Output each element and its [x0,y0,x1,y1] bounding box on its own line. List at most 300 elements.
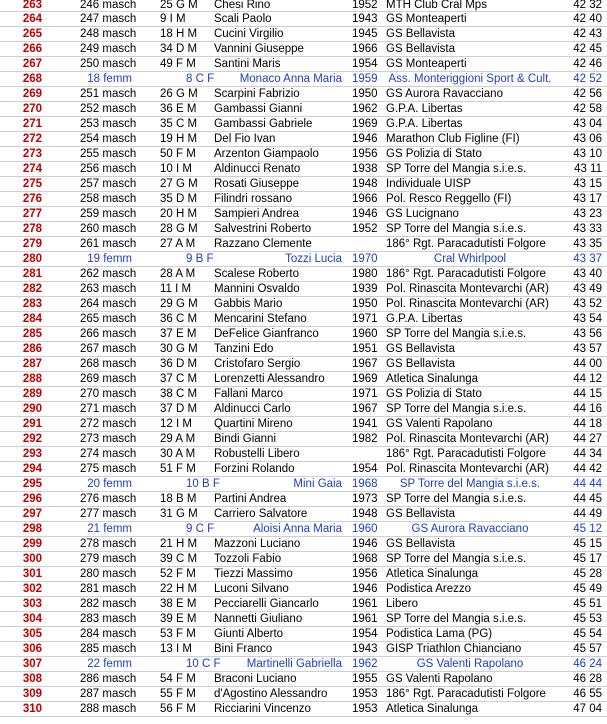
athlete-name-cell: Gambassi Gabriele [214,118,313,130]
finish-time-cell: 43 56 [573,328,602,340]
table-row [0,27,607,42]
athlete-name-cell: Bindi Gianni [214,433,277,445]
finish-time-cell: 42 58 [573,103,602,115]
finish-time-cell: 44 34 [573,448,602,460]
birth-year-cell: 1980 [352,268,378,280]
athlete-name-cell: Aloisi Anna Maria [253,523,342,535]
table-row [0,192,607,207]
category-rank-cell: 18 femm [87,73,132,85]
position-cell: 265 [22,28,42,40]
position-cell: 292 [22,433,42,445]
category-rank-cell: 261 masch [80,238,137,250]
table-row [0,552,607,567]
position-cell: 301 [22,568,42,580]
table-row [0,537,607,552]
table-row [0,447,607,462]
athlete-name-cell: Mannini Osvaldo [214,283,300,295]
birth-year-cell: 1961 [352,598,378,610]
athlete-name-cell: Fallani Marco [214,388,284,400]
category-rank-cell: 281 masch [80,583,137,595]
position-cell: 278 [22,223,42,235]
table-row [0,462,607,477]
birth-year-cell: 1948 [352,508,378,520]
athlete-name-cell: Pecciarelli Giancarlo [214,598,319,610]
table-row [0,297,607,312]
team-cell: Podistica Arezzo [386,583,472,595]
position-cell: 284 [22,313,42,325]
class-rank-cell: 29 A M [160,433,196,445]
table-row [0,222,607,237]
class-rank-cell: 36 C M [160,313,198,325]
finish-time-cell: 43 23 [573,208,602,220]
athlete-name-cell: Filindri rossano [214,193,292,205]
athlete-name-cell: Partini Andrea [214,493,287,505]
finish-time-cell: 45 54 [573,628,602,640]
class-rank-cell: 21 H M [160,538,198,550]
athlete-name-cell: Forzini Rolando [214,463,295,475]
table-row [0,0,607,12]
table-row [0,672,607,687]
position-cell: 308 [22,673,42,685]
position-cell: 285 [22,328,42,340]
athlete-name-cell: Luconi Silvano [214,583,289,595]
birth-year-cell: 1956 [352,148,378,160]
birth-year-cell: 1971 [352,313,378,325]
category-rank-cell: 21 femm [87,523,132,535]
category-rank-cell: 287 masch [80,688,137,700]
birth-year-cell: 1966 [352,43,378,55]
table-row [0,132,607,147]
team-cell: GS Bellavista [386,538,456,550]
table-row [0,492,607,507]
finish-time-cell: 43 40 [573,268,602,280]
category-rank-cell: 273 masch [80,433,137,445]
finish-time-cell: 44 12 [573,373,602,385]
class-rank-cell: 35 D M [160,193,198,205]
birth-year-cell: 1938 [352,163,378,175]
class-rank-cell: 54 F M [160,673,196,685]
team-cell: Libero [386,598,418,610]
team-cell: Individuale UISP [386,178,472,190]
athlete-name-cell: Lorenzetti Alessandro [214,373,325,385]
birth-year-cell: 1950 [352,88,378,100]
category-rank-cell: 247 masch [80,13,137,25]
team-cell: Ass. Monteriggioni Sport & Cult. [388,73,552,85]
finish-time-cell: 43 54 [573,313,602,325]
finish-time-cell: 44 45 [573,493,602,505]
athlete-name-cell: Sampieri Andrea [214,208,300,220]
team-cell: G.P.A. Libertas [386,118,463,130]
table-row-female [0,522,607,537]
team-cell: GS Aurora Ravacciano [411,523,529,535]
finish-time-cell: 42 52 [573,73,602,85]
class-rank-cell: 22 H M [160,583,198,595]
table-row [0,207,607,222]
class-rank-cell: 9 C F [186,523,215,535]
birth-year-cell: 1946 [352,538,378,550]
finish-time-cell: 45 53 [573,613,602,625]
athlete-name-cell: Giunti Alberto [214,628,284,640]
class-rank-cell: 31 G M [160,508,198,520]
category-rank-cell: 254 masch [80,133,137,145]
category-rank-cell: 255 masch [80,148,137,160]
position-cell: 279 [22,238,42,250]
position-cell: 306 [22,643,42,655]
position-cell: 296 [22,493,42,505]
finish-time-cell: 45 15 [573,538,602,550]
position-cell: 287 [22,358,42,370]
category-rank-cell: 283 masch [80,613,137,625]
category-rank-cell: 259 masch [80,208,137,220]
category-rank-cell: 277 masch [80,508,137,520]
birth-year-cell: 1961 [352,613,378,625]
birth-year-cell: 1959 [352,73,378,85]
team-cell: SP Torre del Mangia s.i.e.s. [386,613,527,625]
class-rank-cell: 29 G M [160,298,198,310]
table-row [0,267,607,282]
class-rank-cell: 10 B F [186,478,220,490]
class-rank-cell: 34 D M [160,43,198,55]
athlete-name-cell: Scali Paolo [214,13,272,25]
category-rank-cell: 249 masch [80,43,137,55]
class-rank-cell: 55 F M [160,688,196,700]
team-cell: GS Bellavista [386,28,456,40]
table-row [0,282,607,297]
finish-time-cell: 43 10 [573,148,602,160]
athlete-name-cell: Aldinucci Carlo [214,403,291,415]
category-rank-cell: 275 masch [80,463,137,475]
team-cell: Pol. Resco Reggello (FI) [386,193,512,205]
finish-time-cell: 42 32 [573,0,602,11]
position-cell: 295 [22,478,42,490]
category-rank-cell: 276 masch [80,493,137,505]
birth-year-cell: 1969 [352,118,378,130]
team-cell: GS Bellavista [386,43,456,55]
athlete-name-cell: DeFelice Gianfranco [214,328,319,340]
team-cell: SP Torre del Mangia s.i.e.s. [386,328,527,340]
team-cell: Pol. Rinascita Montevarchi (AR) [386,433,549,445]
athlete-name-cell: Gabbis Mario [214,298,283,310]
table-row [0,642,607,657]
table-row-female [0,252,607,267]
table-row [0,87,607,102]
position-cell: 275 [22,178,42,190]
finish-time-cell: 43 35 [573,238,602,250]
finish-time-cell: 45 49 [573,583,602,595]
finish-time-cell: 43 11 [574,163,602,175]
birth-year-cell: 1939 [352,283,378,295]
finish-time-cell: 45 17 [573,553,602,565]
category-rank-cell: 22 femm [87,658,132,670]
team-cell: GS Valenti Rapolano [386,673,493,685]
table-row [0,597,607,612]
category-rank-cell: 284 masch [80,628,137,640]
birth-year-cell: 1950 [352,298,378,310]
team-cell: MTH Club Cral Mps [386,0,487,11]
position-cell: 293 [22,448,42,460]
position-cell: 280 [22,253,42,265]
table-row [0,387,607,402]
finish-time-cell: 45 28 [573,568,602,580]
category-rank-cell: 256 masch [80,163,137,175]
finish-time-cell: 42 40 [573,13,602,25]
birth-year-cell: 1962 [352,103,378,115]
position-cell: 276 [22,193,42,205]
athlete-name-cell: Aldinucci Renato [214,163,301,175]
table-row [0,147,607,162]
table-row [0,357,607,372]
category-rank-cell: 264 masch [80,298,137,310]
class-rank-cell: 28 A M [160,268,196,280]
position-cell: 300 [22,553,42,565]
class-rank-cell: 30 A M [160,448,196,460]
birth-year-cell: 1956 [352,568,378,580]
class-rank-cell: 38 C M [160,388,198,400]
birth-year-cell: 1948 [352,178,378,190]
team-cell: GS Polizia di Stato [386,388,482,400]
team-cell: G.P.A. Libertas [386,103,463,115]
category-rank-cell: 246 masch [80,0,137,11]
class-rank-cell: 26 G M [160,88,198,100]
birth-year-cell: 1966 [352,193,378,205]
team-cell: GS Valenti Rapolano [416,658,524,670]
position-cell: 297 [22,508,42,520]
class-rank-cell: 9 I M [160,13,186,25]
birth-year-cell: 1953 [352,688,378,700]
athlete-name-cell: Carriero Salvatore [214,508,308,520]
team-cell: 186° Rgt. Paracadutisti Folgore [386,268,546,280]
class-rank-cell: 19 H M [160,133,198,145]
birth-year-cell: 1953 [352,703,378,715]
table-row [0,417,607,432]
birth-year-cell: 1951 [352,343,378,355]
athlete-name-cell: Tiezzi Massimo [214,568,293,580]
category-rank-cell: 258 masch [80,193,137,205]
class-rank-cell: 36 E M [160,103,197,115]
athlete-name-cell: Mazzoni Luciano [214,538,301,550]
team-cell: SP Torre del Mangia s.i.e.s. [386,223,527,235]
athlete-name-cell: Ricciarini Vincenzo [214,703,311,715]
position-cell: 267 [22,58,42,70]
class-rank-cell: 13 I M [160,643,192,655]
class-rank-cell: 56 F M [160,703,196,715]
category-rank-cell: 268 masch [80,358,137,370]
team-cell: 186° Rgt. Paracadutisti Folgore [386,238,546,250]
birth-year-cell: 1941 [352,418,378,430]
birth-year-cell: 1954 [352,58,378,70]
team-cell: Pol. Rinascita Montevarchi (AR) [386,463,549,475]
position-cell: 299 [22,538,42,550]
category-rank-cell: 263 masch [80,283,137,295]
position-cell: 266 [22,43,42,55]
position-cell: 310 [22,703,42,715]
birth-year-cell: 1945 [352,28,378,40]
table-row [0,687,607,702]
position-cell: 277 [22,208,42,220]
table-row-female [0,477,607,492]
birth-year-cell: 1967 [352,403,378,415]
position-cell: 309 [22,688,42,700]
position-cell: 282 [22,283,42,295]
birth-year-cell: 1982 [352,433,378,445]
finish-time-cell: 46 55 [573,688,602,700]
team-cell: GS Bellavista [386,343,456,355]
athlete-name-cell: d'Agostino Alessandro [214,688,328,700]
team-cell: SP Torre del Mangia s.i.e.s. [386,493,527,505]
athlete-name-cell: Tanzini Edo [214,343,274,355]
athlete-name-cell: Robustelli Libero [214,448,300,460]
category-rank-cell: 267 masch [80,343,137,355]
class-rank-cell: 18 H M [160,28,198,40]
category-rank-cell: 270 masch [80,388,137,400]
finish-time-cell: 43 04 [573,118,602,130]
team-cell: GS Polizia di Stato [386,148,482,160]
position-cell: 263 [22,0,42,11]
finish-time-cell: 43 33 [573,223,602,235]
category-rank-cell: 269 masch [80,373,137,385]
athlete-name-cell: Rosati Giuseppe [214,178,300,190]
team-cell: Pol. Rinascita Montevarchi (AR) [386,283,549,295]
class-rank-cell: 50 F M [160,148,196,160]
birth-year-cell: 1973 [352,493,378,505]
category-rank-cell: 250 masch [80,58,137,70]
table-row [0,57,607,72]
category-rank-cell: 252 masch [80,103,137,115]
team-cell: 186° Rgt. Paracadutisti Folgore [386,448,546,460]
finish-time-cell: 46 24 [573,658,602,670]
position-cell: 290 [22,403,42,415]
table-row [0,567,607,582]
team-cell: 186° Rgt. Paracadutisti Folgore [386,688,546,700]
class-rank-cell: 27 A M [160,238,196,250]
table-row [0,12,607,27]
table-row [0,627,607,642]
position-cell: 307 [22,658,42,670]
finish-time-cell: 44 00 [573,358,602,370]
class-rank-cell: 38 E M [160,598,197,610]
position-cell: 286 [22,343,42,355]
table-row [0,162,607,177]
finish-time-cell: 44 27 [573,433,602,445]
team-cell: GS Lucignano [386,208,459,220]
team-cell: GS Aurora Ravacciano [386,88,503,100]
finish-time-cell: 43 37 [573,253,602,265]
athlete-name-cell: Scarpini Fabrizio [214,88,300,100]
athlete-name-cell: Scalese Roberto [214,268,300,280]
category-rank-cell: 280 masch [80,568,137,580]
position-cell: 274 [22,163,42,175]
birth-year-cell: 1954 [352,628,378,640]
finish-time-cell: 44 18 [573,418,602,430]
position-cell: 281 [22,268,42,280]
finish-time-cell: 43 06 [573,133,602,145]
position-cell: 294 [22,463,42,475]
finish-time-cell: 43 52 [573,298,602,310]
position-cell: 264 [22,13,42,25]
table-row [0,372,607,387]
position-cell: 270 [22,103,42,115]
table-row [0,507,607,522]
position-cell: 272 [22,133,42,145]
table-row [0,102,607,117]
team-cell: SP Torre del Mangia s.i.e.s. [399,478,541,490]
class-rank-cell: 37 D M [160,403,198,415]
category-rank-cell: 19 femm [87,253,132,265]
position-cell: 291 [22,418,42,430]
category-rank-cell: 251 masch [80,88,137,100]
category-rank-cell: 279 masch [80,553,137,565]
class-rank-cell: 36 D M [160,358,198,370]
team-cell: GISP Triathlon Chianciano [386,643,522,655]
table-row [0,612,607,627]
class-rank-cell: 39 C M [160,553,198,565]
birth-year-cell: 1968 [352,478,378,490]
class-rank-cell: 35 C M [160,118,198,130]
class-rank-cell: 8 C F [186,73,215,85]
class-rank-cell: 18 B M [160,493,197,505]
class-rank-cell: 30 G M [160,343,198,355]
position-cell: 288 [22,373,42,385]
birth-year-cell: 1943 [352,13,378,25]
athlete-name-cell: Santini Maris [214,58,281,70]
birth-year-cell: 1952 [352,223,378,235]
finish-time-cell: 44 49 [573,508,602,520]
class-rank-cell: 39 E M [160,613,197,625]
team-cell: Atletica Sinalunga [386,568,479,580]
team-cell: Marathon Club Figline (FI) [386,133,520,145]
class-rank-cell: 28 G M [160,223,198,235]
class-rank-cell: 11 I M [160,283,192,295]
class-rank-cell: 10 C F [186,658,221,670]
athlete-name-cell: Gambassi Gianni [214,103,303,115]
table-row [0,582,607,597]
finish-time-cell: 43 15 [573,178,602,190]
team-cell: GS Monteaperti [386,58,467,70]
class-rank-cell: 10 I M [160,163,192,175]
class-rank-cell: 53 F M [160,628,196,640]
table-row [0,117,607,132]
table-row [0,237,607,252]
athlete-name-cell: Tozzoli Fabio [214,553,282,565]
position-cell: 302 [22,583,42,595]
athlete-name-cell: Monaco Anna Maria [239,73,342,85]
table-row [0,432,607,447]
team-cell: SP Torre del Mangia s.i.e.s. [386,403,527,415]
category-rank-cell: 282 masch [80,598,137,610]
class-rank-cell: 12 I M [160,418,192,430]
birth-year-cell: 1971 [352,388,378,400]
category-rank-cell: 253 masch [80,118,137,130]
category-rank-cell: 265 masch [80,313,137,325]
table-row [0,402,607,417]
category-rank-cell: 278 masch [80,538,137,550]
position-cell: 283 [22,298,42,310]
team-cell: Cral Whirlpool [433,253,507,265]
class-rank-cell: 49 F M [160,58,196,70]
finish-time-cell: 45 12 [573,523,602,535]
athlete-name-cell: Cristofaro Sergio [214,358,301,370]
finish-time-cell: 44 42 [573,463,602,475]
team-cell: Atletica Sinalunga [386,703,479,715]
birth-year-cell: 1968 [352,553,378,565]
class-rank-cell: 52 F M [160,568,196,580]
position-cell: 298 [22,523,42,535]
position-cell: 269 [22,88,42,100]
category-rank-cell: 248 masch [80,28,137,40]
athlete-name-cell: Martinelli Gabriella [246,658,342,670]
category-rank-cell: 274 masch [80,448,137,460]
category-rank-cell: 257 masch [80,178,137,190]
